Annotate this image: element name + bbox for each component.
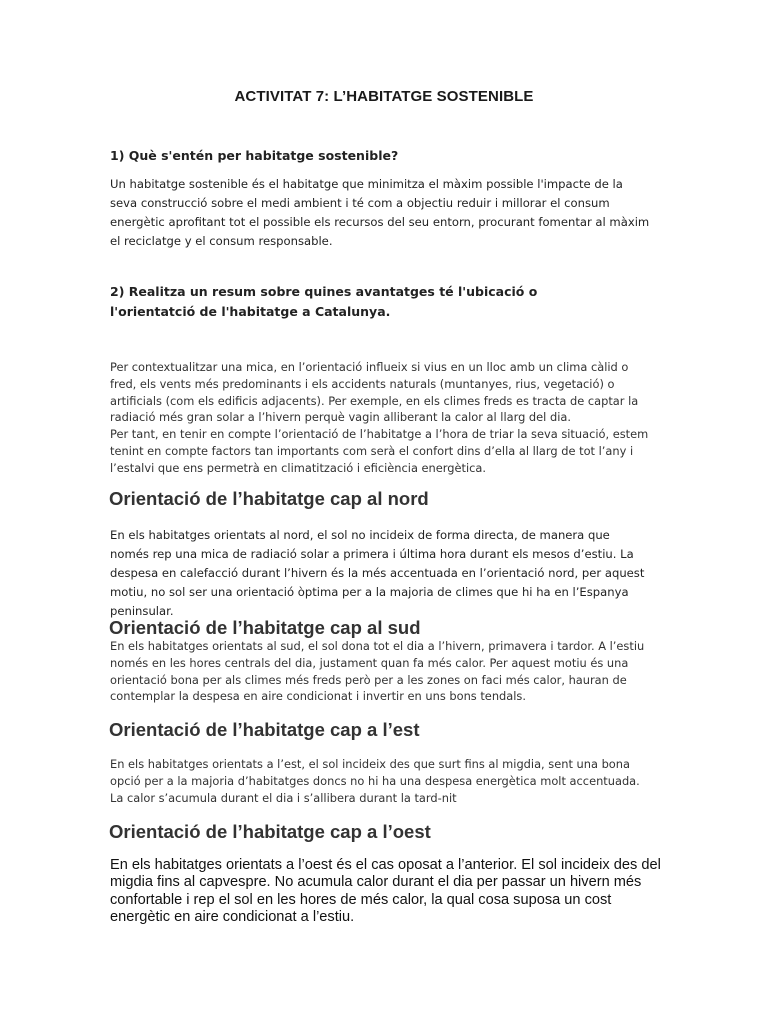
answer-1: Un habitatge sostenible és el habitatge que minimitza el màxim possible l'impacte de la seva construcció sobre el medi ambient i té com a objectiu reduir i millorar el consum energètic aprofitant tot el possible els recursos del seu entorn, procurant fomentar al màxim el reciclatge y el consum responsable.: [110, 177, 650, 248]
heading-east: Orientació de l’habitatge cap a l’est: [109, 719, 420, 740]
heading-north: Orientació de l’habitatge cap al nord: [109, 488, 429, 509]
intro-paragraph-2: Per tant, en tenir en compte l’orientació de l’habitatge a l’hora de triar la seva situació, estem tenint en compte factors tan importants com serà el confort dins d’ella al llarg de tot l’any i l’estalvi que ens permetrà en climatització i eficiència energètica.: [110, 427, 649, 475]
document-title: ACTIVITAT 7: L’HABITATGE SOSTENIBLE: [234, 88, 534, 105]
paragraph-south: En els habitatges orientats al sud, el sol dona tot el dia a l’hivern, primavera i tardor. A l’estiu només en les hores centrals del dia, justament quan fa més calor. Per aquest motiu és una orientació bona per als climes més freds però per a les zones on faci més calor, hauran de contemplar la despesa en aire condicionat i invertir en uns bons tendals.: [110, 639, 645, 704]
paragraph-east: En els habitatges orientats a l’est, el sol incideix des que surt fins al migdia, sent una bona opció per a la majoria d’habitatges doncs no hi ha una despesa energètica molt accentuada. La calor s’acumula durant el dia i s’allibera durant la tard-nit: [110, 757, 640, 805]
intro-paragraph-1: Per contextualitzar una mica, en l’orientació influeix si vius en un lloc amb un clima càlid o fred, els vents més predominants i els accidents naturals (muntanyes, rius, vegetació) o artificials (com els edificis adjacents). Per exemple, en els climes freds es tracta de captar la radiació més gran solar a l’hivern perquè vagin alliberant la calor al llarg del dia.: [110, 360, 639, 425]
heading-west: Orientació de l’habitatge cap a l’oest: [109, 821, 431, 842]
paragraph-north: En els habitatges orientats al nord, el sol no incideix de forma directa, de manera que només rep una mica de radiació solar a primera i última hora durant els mesos d’estiu. La despesa en calefacció durant l’hivern és la més accentuada en l’orientació nord, per aquest motiu, no sol ser una orientació òptima per a la majoria de climes que hi ha en l’Espanya peninsular.: [110, 528, 645, 618]
heading-south: Orientació de l’habitatge cap al sud: [109, 617, 421, 638]
question-2: 2) Realitza un resum sobre quines avantatges té l'ubicació o l'orientatció de l'habitatge a Catalunya.: [110, 284, 538, 319]
paragraph-west: En els habitatges orientats a l’oest és el cas oposat a l’anterior. El sol incideix des del migdia fins al capvespre. No acumula calor durant el dia per passar un hivern més confortable i rep el sol en les hores de més calor, la qual cosa suposa un cost energètic en aire condicionat a l’estiu.: [110, 857, 661, 926]
question-1: 1) Què s'entén per habitatge sostenible?: [110, 148, 399, 163]
